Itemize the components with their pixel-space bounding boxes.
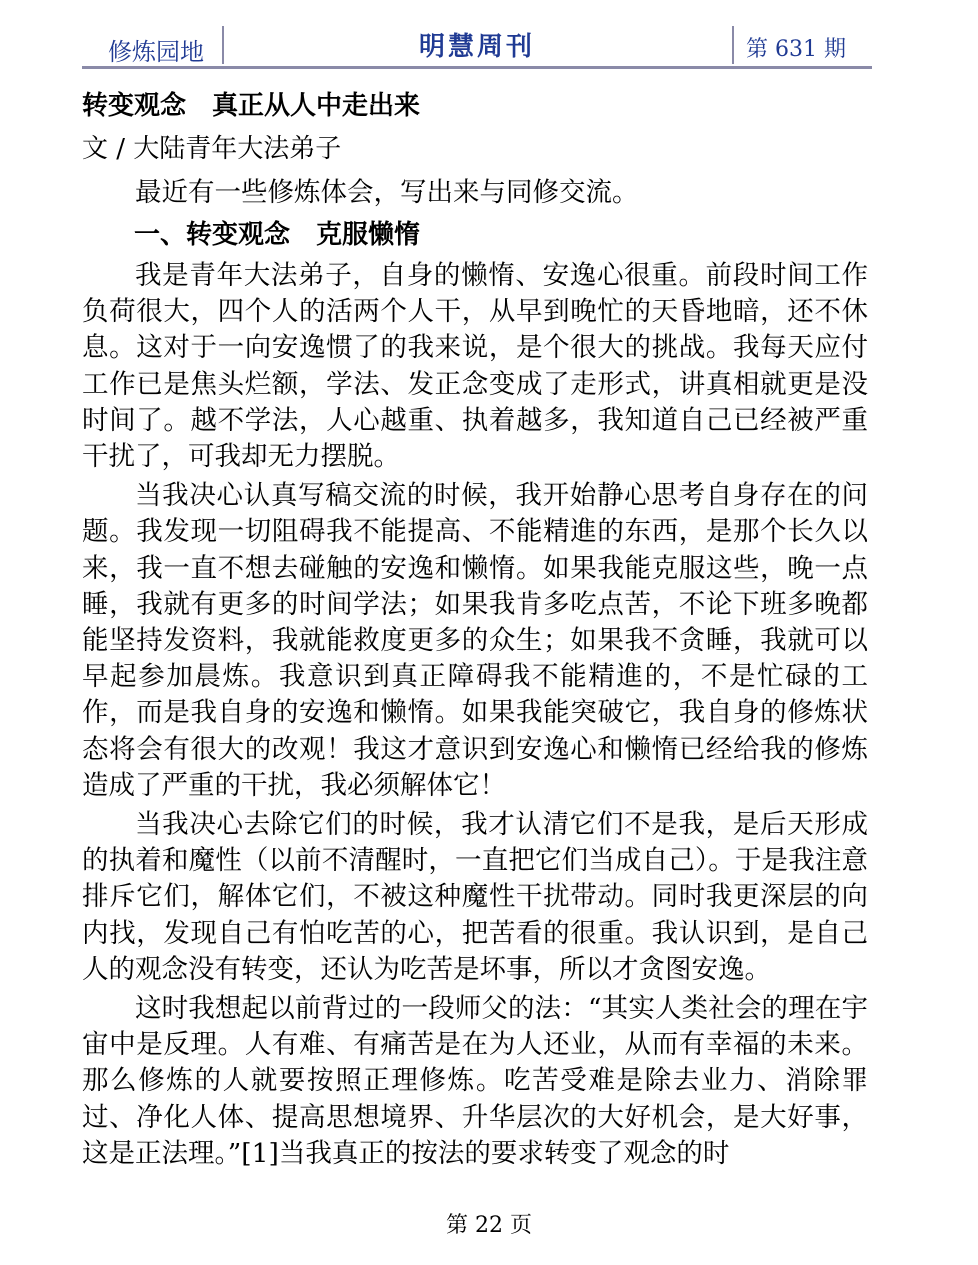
section-heading: 一、转变观念 克服懒惰 (134, 220, 421, 250)
header-divider (82, 66, 872, 69)
issue-number-text: 第 631 期 (746, 37, 846, 62)
header-section-text: 修炼园地 (108, 38, 204, 66)
article-title: 转变观念 真正从人中走出来 (82, 91, 421, 121)
paragraph: 当我决心去除它们的时候，我才认清它们不是我，是后天形成的执着和魔性（以前不清醒时，一直把它们当成自己）。于是我注意排斥它们，解体它们，不被这种魔性干扰带动。同时我更深层的向内找，发现自己有怕吃苦的心，把苦看的很重。我认识到，是自己人的观念没有转变，还认为吃苦是坏事，所以才贪图安逸。 (82, 809, 868, 985)
paragraph: 这时我想起以前背过的一段师父的法：“其实人类社会的理在宇宙中是反理。人有难、有痛苦是在为人还业，从而有幸福的未来。那么修炼的人就要按照正理修炼。吃苦受难是除去业力、消除罪过、净化人体、提高思想境界、升华层次的大好机会，是大好事，这是正法理。”[1]当我真正的按法的要求转变了观念的时 (82, 993, 868, 1169)
paragraph: 当我决心认真写稿交流的时候，我开始静心思考自身存在的问题。我发现一切阻碍我不能提高、不能精進的东西，是那个长久以来，我一直不想去碰触的安逸和懒惰。如果我能克服这些，晚一点睡，我就有更多的时间学法；如果我肯多吃点苦，不论下班多晚都能坚持发资料，我就能救度更多的众生；如果我不贪睡，我就可以早起参加晨炼。我意识到真正障碍我不能精進的，不是忙碌的工作，而是我自身的安逸和懒惰。如果我能突破它，我自身的修炼状态将会有很大的改观！我这才意识到安逸心和懒惰已经给我的修炼造成了严重的干扰，我必须解体它！ (82, 480, 868, 801)
header-section-label (82, 26, 224, 64)
article-author: 文 / 大陆青年大法弟子 (82, 134, 342, 164)
page-header (82, 22, 872, 68)
article-body (82, 86, 868, 1175)
header-issue-label (732, 26, 874, 64)
publication-title: 明慧周刊 (418, 32, 535, 62)
paragraph: 我是青年大法弟子，自身的懒惰、安逸心很重。前段时间工作负荷很大，四个人的活两个人干，从早到晚忙的天昏地暗，还不休息。这对于一向安逸惯了的我来说，是个很大的挑战。我每天应付工作已是焦头烂额，学法、发正念变成了走形式，讲真相就更是没时间了。越不学法，人心越重、执着越多，我知道自己已经被严重干扰了，可我却无力摆脱。 (82, 260, 868, 473)
page-number: 第 22 页 (446, 1213, 532, 1238)
article-intro: 最近有一些修炼体会，写出来与同修交流。 (135, 177, 639, 208)
